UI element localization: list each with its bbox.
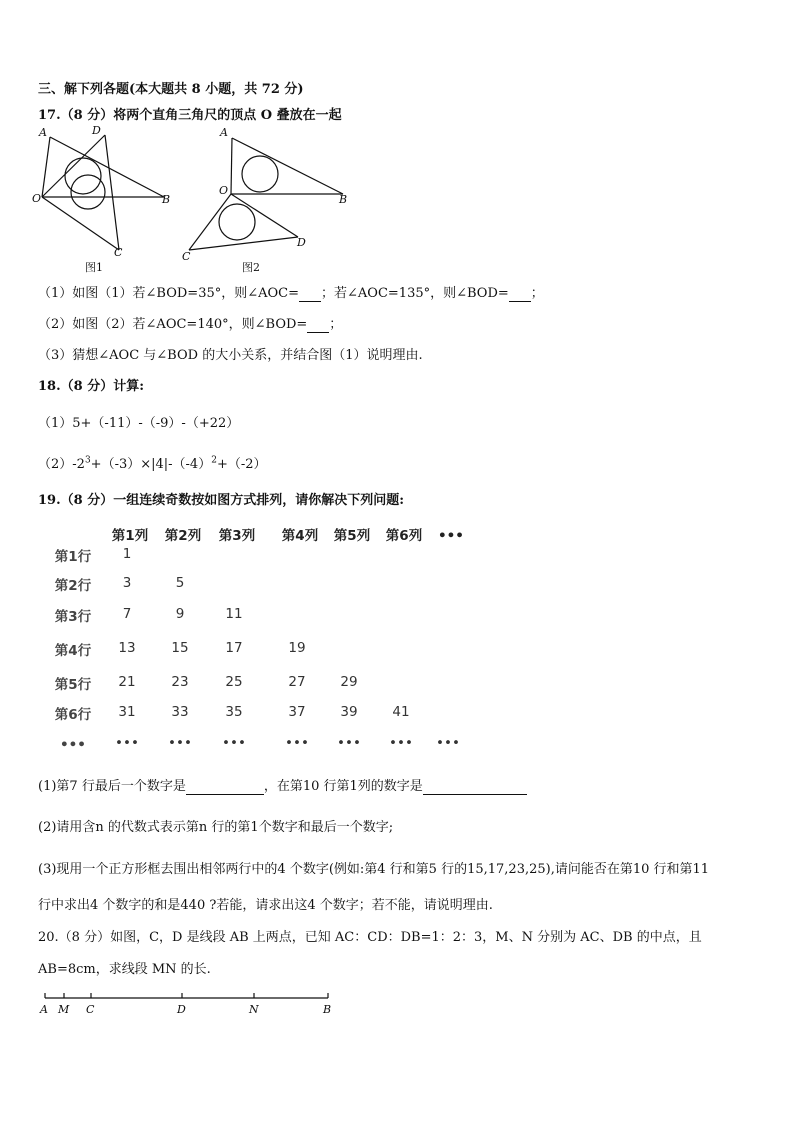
q20-stem-2: AB=8cm，求线段 MN 的长. xyxy=(38,962,211,977)
q17-stem: 17.（8 分）将两个直角三角尺的顶点 O 叠放在一起 xyxy=(38,108,342,123)
q17-figures xyxy=(30,122,360,277)
q18-stem: 18.（8 分）计算: xyxy=(38,379,144,394)
q19-stem: 19.（8 分）一组连续奇数按如图方式排列，请你解决下列问题: xyxy=(38,493,404,508)
q19-part-3b: 行中求出4 个数字的和是440 ?若能，请求出这4 个数字；若不能，请说明理由. xyxy=(38,898,493,913)
table-cell: 11 xyxy=(225,606,243,622)
point-label-m: M xyxy=(58,1003,70,1016)
column-header: ••• xyxy=(438,528,464,544)
q18-p2sup: 3 xyxy=(84,455,91,466)
q17-part-3: （3）猜想∠AOC 与∠BOD 的大小关系，并结合图（1）说明理由. xyxy=(38,348,423,363)
point-label-b: B xyxy=(323,1003,332,1016)
fig1-caption: 图1 xyxy=(85,261,103,274)
row-label: 第5行 xyxy=(54,677,92,693)
table-cell: 31 xyxy=(118,704,136,720)
row-label: ••• xyxy=(60,737,86,753)
ellipsis: ••• xyxy=(285,735,309,751)
table-cell: 25 xyxy=(225,674,243,690)
q17-p1c: ； xyxy=(530,286,544,301)
table-cell: 37 xyxy=(288,704,306,720)
column-header: 第5列 xyxy=(333,528,371,544)
fig2-label-c: C xyxy=(182,250,191,263)
point-label-d: D xyxy=(177,1003,186,1016)
row-label: 第2行 xyxy=(54,578,92,594)
fig1-label-b: B xyxy=(162,193,171,206)
q18-p2a: （2）-2 xyxy=(38,457,85,472)
table-cell: 39 xyxy=(340,704,358,720)
column-header: 第6列 xyxy=(385,528,423,544)
q17-p2a: （2）如图（2）若∠AOC=140°，则∠BOD= xyxy=(38,317,308,332)
column-header: 第2列 xyxy=(164,528,202,544)
q17-blank-3 xyxy=(307,317,329,333)
q18-p2c: +（-2） xyxy=(216,457,267,472)
column-header: 第4列 xyxy=(281,528,319,544)
ellipsis: ••• xyxy=(436,735,460,751)
figure-2 xyxy=(189,138,343,250)
q19-blank-1 xyxy=(186,779,264,795)
q19-p1b: ，在第10 行第1列的数字是 xyxy=(263,779,423,794)
q19-part-3a: (3)现用一个正方形框去围出相邻两行中的4 个数字(例如:第4 行和第5 行的15,17,23,25),请问能否在第10 行和第11 xyxy=(38,862,710,877)
fig1-label-a: A xyxy=(39,126,47,139)
q17-blank-1 xyxy=(299,286,321,302)
table-cell: 27 xyxy=(288,674,306,690)
row-label: 第1行 xyxy=(54,549,92,565)
ellipsis: ••• xyxy=(337,735,361,751)
ellipsis: ••• xyxy=(168,735,192,751)
table-cell: 9 xyxy=(175,606,185,622)
ellipsis: ••• xyxy=(222,735,246,751)
table-cell: 35 xyxy=(225,704,243,720)
q19-part-1 xyxy=(38,775,527,795)
fig2-label-a: A xyxy=(220,126,228,139)
q19-p1a: (1)第7 行最后一个数字是 xyxy=(38,779,186,794)
q17-part-2 xyxy=(38,313,342,333)
figure-1 xyxy=(42,135,164,250)
q18-p2sup2: 2 xyxy=(211,455,217,466)
fig1-label-o: O xyxy=(32,192,42,205)
table-cell: 21 xyxy=(118,674,136,690)
ellipsis: ••• xyxy=(389,735,413,751)
fig2-label-o: O xyxy=(219,184,229,197)
table-cell: 13 xyxy=(118,640,136,656)
fig2-label-d: D xyxy=(297,236,306,249)
q18-part-2 xyxy=(38,453,267,472)
table-cell: 23 xyxy=(171,674,189,690)
section-header: 三、解下列各题(本大题共 8 小题，共 72 分) xyxy=(38,82,304,97)
table-cell: 1 xyxy=(122,546,132,562)
table-cell: 19 xyxy=(288,640,306,656)
table-cell: 17 xyxy=(225,640,243,656)
table-cell: 15 xyxy=(171,640,189,656)
fig2-label-b: B xyxy=(339,193,348,206)
point-label-n: N xyxy=(249,1003,259,1016)
table-cell: 41 xyxy=(392,704,410,720)
column-header: 第1列 xyxy=(111,528,149,544)
q18-p2b: +（-3）×|4|-（-4） xyxy=(90,457,212,472)
fig1-label-c: C xyxy=(114,246,123,259)
point-label-a: A xyxy=(40,1003,48,1016)
ellipsis: ••• xyxy=(115,735,139,751)
q19-blank-2 xyxy=(423,779,527,795)
table-cell: 5 xyxy=(175,575,185,591)
q18-part-1: （1）5+（-11）-（-9）-（+22） xyxy=(38,416,240,431)
row-label: 第3行 xyxy=(54,609,92,625)
q20-stem-1: 20.（8 分）如图，C，D 是线段 AB 上两点，已知 AC：CD：DB=1：2：3，M、N 分别为 AC、DB 的中点，且 xyxy=(38,930,702,945)
fig1-label-d: D xyxy=(92,124,101,137)
q17-p1a: （1）如图（1）若∠BOD=35°，则∠AOC= xyxy=(38,286,300,301)
table-cell: 7 xyxy=(122,606,132,622)
q19-part-2: (2)请用含n 的代数式表示第n 行的第1个数字和最后一个数字; xyxy=(38,820,394,835)
q17-part-1 xyxy=(38,282,544,302)
table-cell: 33 xyxy=(171,704,189,720)
q20-segment-figure xyxy=(30,988,350,1023)
point-label-c: C xyxy=(86,1003,95,1016)
table-cell: 29 xyxy=(340,674,358,690)
column-header: 第3列 xyxy=(218,528,256,544)
q17-p1b: ；若∠AOC=135°，则∠BOD= xyxy=(321,286,509,301)
row-label: 第4行 xyxy=(54,643,92,659)
fig2-caption: 图2 xyxy=(242,261,260,274)
segment-ticks xyxy=(45,993,328,998)
q19-number-table xyxy=(0,515,794,755)
q17-blank-2 xyxy=(509,286,531,302)
q17-p2b: ； xyxy=(329,317,343,332)
table-cell: 3 xyxy=(122,575,132,591)
row-label: 第6行 xyxy=(54,707,92,723)
